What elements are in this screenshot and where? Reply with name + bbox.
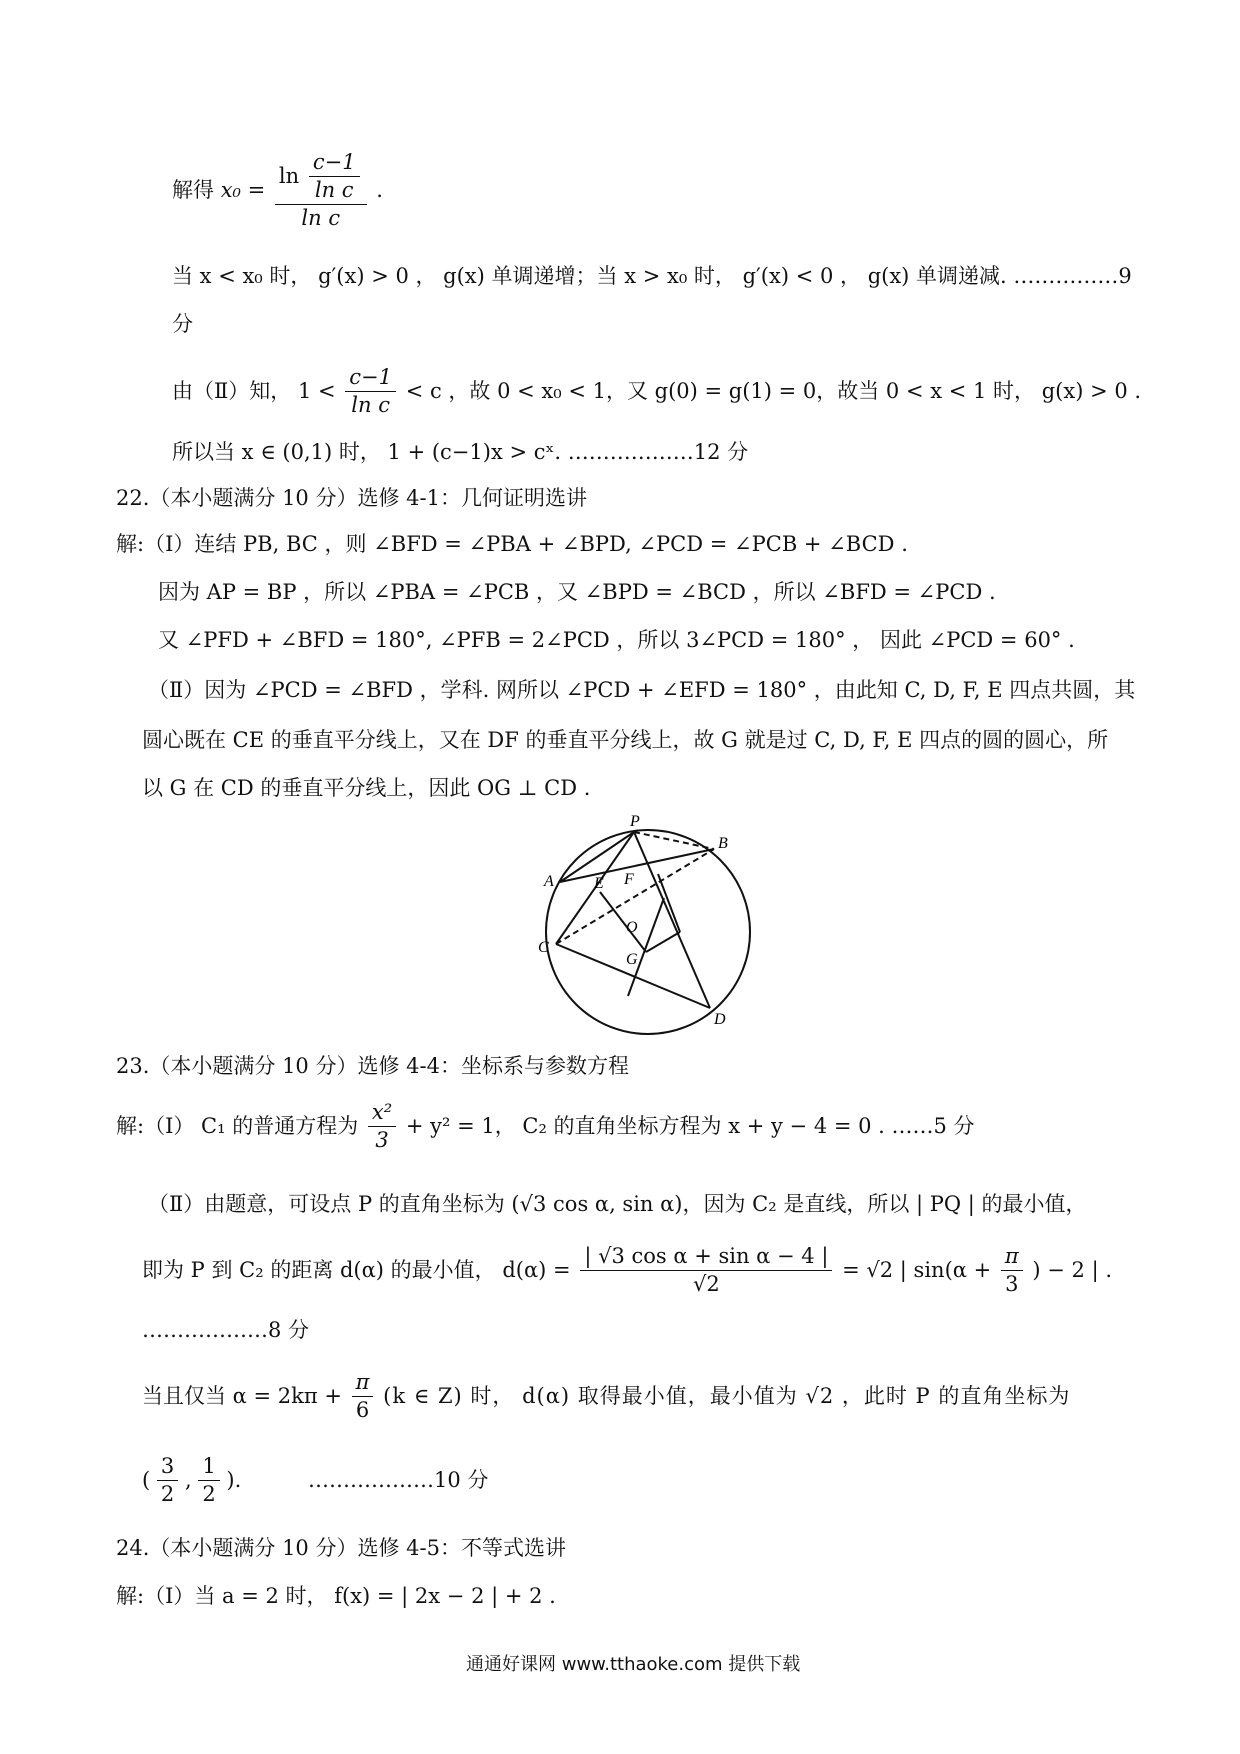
q23-point-y-fraction — [198, 1454, 219, 1507]
from-II-pre: 由（Ⅱ）知， 1 < — [172, 379, 336, 404]
monotonic-cont: 分 — [172, 312, 193, 336]
from-II-fraction — [345, 365, 396, 418]
q23-line-6 — [142, 1454, 488, 1507]
q23-distance-num: | √3 cos α + sin α − 4 | — [580, 1244, 832, 1271]
label-p: P — [630, 813, 640, 830]
label-b: B — [718, 835, 728, 852]
q23-point-comma: , — [184, 1468, 192, 1493]
q23-line-3-pre: 即为 P 到 C₂ 的距离 d(α) 的最小值， d(α) = — [142, 1258, 571, 1283]
q23-line-3-post: ) − 2 | . — [1032, 1258, 1113, 1283]
conclusion-line: 所以当 x ∈ (0,1) 时， 1 + (c−1)x > cˣ. ………………12 分 — [172, 440, 749, 464]
q23-distance-den: √2 — [693, 1272, 720, 1297]
x0-fraction — [275, 150, 367, 232]
q23-line-5-post: (k ∈ Z) 时， d(α) 取得最小值，最小值为 √2 ，此时 P 的直角坐标为 — [383, 1384, 1071, 1409]
q23-line-1-pre: 解:（Ⅰ） C₁ 的普通方程为 — [116, 1114, 359, 1139]
x0-outer-den: ln c — [301, 206, 341, 231]
label-f: F — [624, 871, 634, 888]
q22-line-3: 又 ∠PFD + ∠BFD = 180°, ∠PFB = 2∠PCD ，所以 3∠PCD = 180° ， 因此 ∠PCD = 60° . — [158, 628, 1075, 652]
solve-x0-line — [172, 150, 383, 232]
q24-line-1: 解:（Ⅰ）当 a = 2 时， f(x) = | 2x − 2 | + 2 . — [116, 1584, 556, 1608]
label-a: A — [544, 873, 554, 890]
q22-line-2: 因为 AP = BP ，所以 ∠PBA = ∠PCB ，又 ∠BPD = ∠BCD ，所以 ∠BFD = ∠PCD . — [158, 580, 996, 604]
q23-heading: 23.（本小题满分 10 分）选修 4-4：坐标系与参数方程 — [116, 1054, 629, 1078]
q23-line-4: ………………8 分 — [142, 1318, 310, 1342]
q23-line-5-pre: 当且仅当 α = 2kπ + — [142, 1384, 342, 1409]
q23-pi6-den: 6 — [355, 1398, 370, 1423]
q23-point-x-num: 3 — [157, 1454, 178, 1481]
q23-point-y-den: 2 — [202, 1482, 216, 1507]
q23-point-y-num: 1 — [198, 1454, 219, 1481]
q23-pi-sixth-fraction — [352, 1370, 374, 1423]
from-II-den: ln c — [351, 393, 390, 418]
label-d: D — [714, 1011, 726, 1028]
q23-ellipse-den: 3 — [375, 1128, 389, 1153]
q22-line-5: 圆心既在 CE 的垂直平分线上，又在 DF 的垂直平分线上，故 G 就是过 C, D, F, E 四点的圆的圆心，所 — [142, 728, 1109, 752]
q22-heading: 22.（本小题满分 10 分）选修 4-1：几何证明选讲 — [116, 486, 587, 510]
x0-inner-den: ln c — [314, 178, 354, 203]
q23-ellipse-fraction — [368, 1100, 396, 1153]
solve-prefix: 解得 — [172, 178, 221, 203]
x0-inner-num: c−1 — [309, 150, 360, 177]
q23-line-5 — [142, 1370, 1070, 1423]
label-e: E — [594, 875, 604, 892]
ln-label: ln — [278, 164, 300, 189]
from-II-line — [172, 365, 1141, 418]
q23-ellipse-num: x² — [368, 1100, 396, 1127]
segment-eg — [600, 892, 646, 952]
from-II-post: < c ，故 0 < x₀ < 1，又 g(0) = g(1) = 0，故当 0 < x < 1 时， g(x) > 0 . — [405, 379, 1142, 404]
q23-point-open: ( — [142, 1468, 151, 1493]
monotonic-line: 当 x < x₀ 时， g′(x) > 0 ， g(x) 单调递增；当 x > x₀ 时， g′(x) < 0 ， g(x) 单调递减. ……………9 — [172, 264, 1132, 288]
label-g: G — [626, 951, 638, 968]
from-II-num: c−1 — [345, 365, 396, 392]
q24-heading: 24.（本小题满分 10 分）选修 4-5：不等式选讲 — [116, 1536, 566, 1560]
q23-pi-num: π — [1001, 1244, 1023, 1271]
q23-distance-fraction — [580, 1244, 832, 1297]
q23-point-x-den: 2 — [160, 1482, 175, 1507]
q23-line-1 — [116, 1100, 975, 1153]
q23-line-2: （Ⅱ）由题意，可设点 P 的直角坐标为 (√3 cos α, sin α)，因为 C₂ 是直线，所以 | PQ | 的最小值， — [148, 1192, 1087, 1216]
q22-line-4: （Ⅱ）因为 ∠PCD = ∠BFD ，学科. 网所以 ∠PCD + ∠EFD = 180° ，由此知 C, D, F, E 四点共圆，其 — [148, 678, 1136, 702]
label-o: O — [626, 919, 638, 936]
q23-pi-den: 3 — [1005, 1272, 1019, 1297]
q23-line-3-mid: = √2 | sin(α + — [842, 1258, 992, 1283]
label-c: C — [538, 939, 549, 956]
page-footer: 通通好课网 www.tthaoke.com 提供下载 — [466, 1654, 801, 1675]
q22-line-1: 解:（Ⅰ）连结 PB, BC ，则 ∠BFD = ∠PBA + ∠BPD, ∠PCD = ∠PCB + ∠BCD . — [116, 532, 908, 556]
q23-pi-third-fraction — [1001, 1244, 1023, 1297]
q23-line-1-post: + y² = 1， C₂ 的直角坐标方程为 x + y − 4 = 0 . ……5 分 — [405, 1114, 975, 1139]
q23-point-close: ). — [226, 1468, 242, 1493]
circle-geometry-figure — [528, 812, 768, 1052]
x0-lhs: x₀ = — [220, 178, 266, 203]
q23-point-x-fraction — [157, 1454, 178, 1507]
q23-pi6-num: π — [352, 1370, 374, 1397]
q22-line-6: 以 G 在 CD 的垂直平分线上，因此 OG ⊥ CD . — [142, 776, 591, 800]
x0-period: . — [376, 178, 383, 203]
q23-score-10: ………………10 分 — [307, 1468, 489, 1493]
x0-inner-fraction — [309, 150, 360, 203]
q23-line-3 — [142, 1244, 1112, 1297]
